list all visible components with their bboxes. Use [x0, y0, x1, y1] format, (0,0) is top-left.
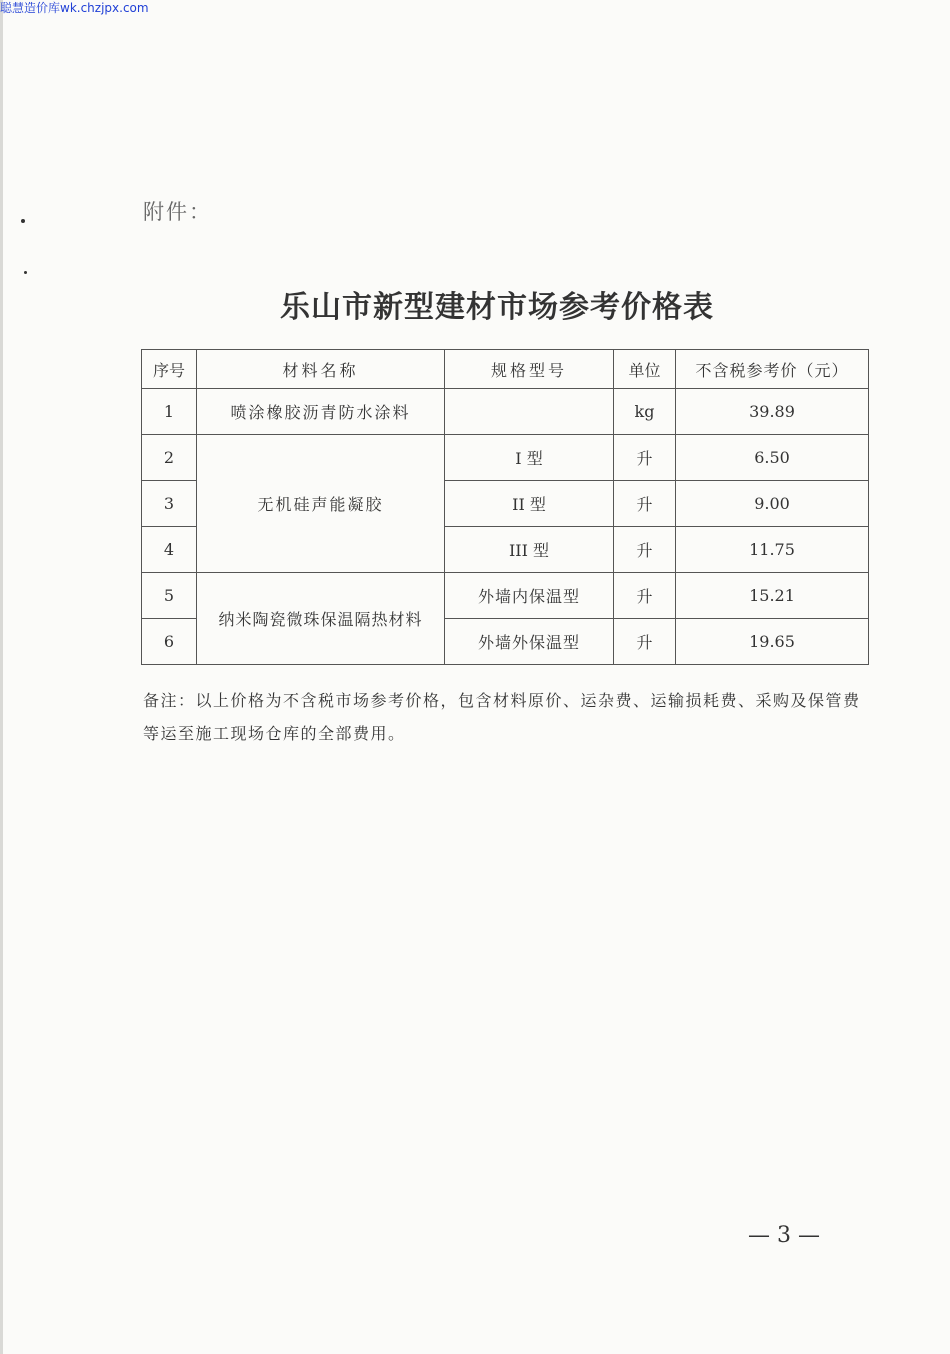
cell-seq: 1 — [142, 389, 197, 435]
table-row — [142, 573, 869, 619]
cell-unit: 升 — [614, 527, 676, 573]
document-title: 乐山市新型建材市场参考价格表 — [280, 290, 714, 325]
price-table — [141, 349, 869, 665]
cell-price: 19.65 — [676, 619, 869, 665]
watermark-link[interactable]: 聪慧造价库wk.chzjpx.com — [0, 1, 149, 15]
cell-price: 39.89 — [676, 389, 869, 435]
cell-spec: III 型 — [445, 527, 614, 573]
header-spec: 规格型号 — [445, 350, 614, 389]
cell-price: 9.00 — [676, 481, 869, 527]
cell-spec: 外墙外保温型 — [445, 619, 614, 665]
cell-seq: 6 — [142, 619, 197, 665]
table-row — [142, 435, 869, 481]
scan-dot — [24, 271, 27, 274]
cell-price: 11.75 — [676, 527, 869, 573]
cell-price: 15.21 — [676, 573, 869, 619]
cell-spec: I 型 — [445, 435, 614, 481]
cell-seq: 3 — [142, 481, 197, 527]
page-edge — [0, 0, 3, 1354]
cell-unit: 升 — [614, 435, 676, 481]
cell-seq: 4 — [142, 527, 197, 573]
cell-name: 喷涂橡胶沥青防水涂料 — [197, 389, 445, 435]
cell-unit: 升 — [614, 573, 676, 619]
cell-spec: 外墙内保温型 — [445, 573, 614, 619]
cell-seq: 5 — [142, 573, 197, 619]
table-header-row — [142, 350, 869, 389]
cell-seq: 2 — [142, 435, 197, 481]
page-number: — 3 — — [748, 1223, 820, 1248]
cell-name: 纳米陶瓷微珠保温隔热材料 — [197, 573, 445, 665]
cell-price: 6.50 — [676, 435, 869, 481]
table-row — [142, 389, 869, 435]
header-name: 材料名称 — [197, 350, 445, 389]
cell-spec: II 型 — [445, 481, 614, 527]
scan-dot — [21, 219, 25, 223]
header-price: 不含税参考价（元） — [676, 350, 869, 389]
notes-paragraph: 备注：以上价格为不含税市场参考价格，包含材料原价、运杂费、运输损耗费、采购及保管费等运至施工现场仓库的全部费用。 — [143, 691, 861, 743]
cell-unit: 升 — [614, 619, 676, 665]
cell-spec — [445, 389, 614, 435]
cell-name: 无机硅声能凝胶 — [197, 435, 445, 573]
header-seq: 序号 — [142, 350, 197, 389]
header-unit: 单位 — [614, 350, 676, 389]
attachment-label: 附件： — [143, 200, 212, 224]
cell-unit: 升 — [614, 481, 676, 527]
cell-unit: kg — [614, 389, 676, 435]
